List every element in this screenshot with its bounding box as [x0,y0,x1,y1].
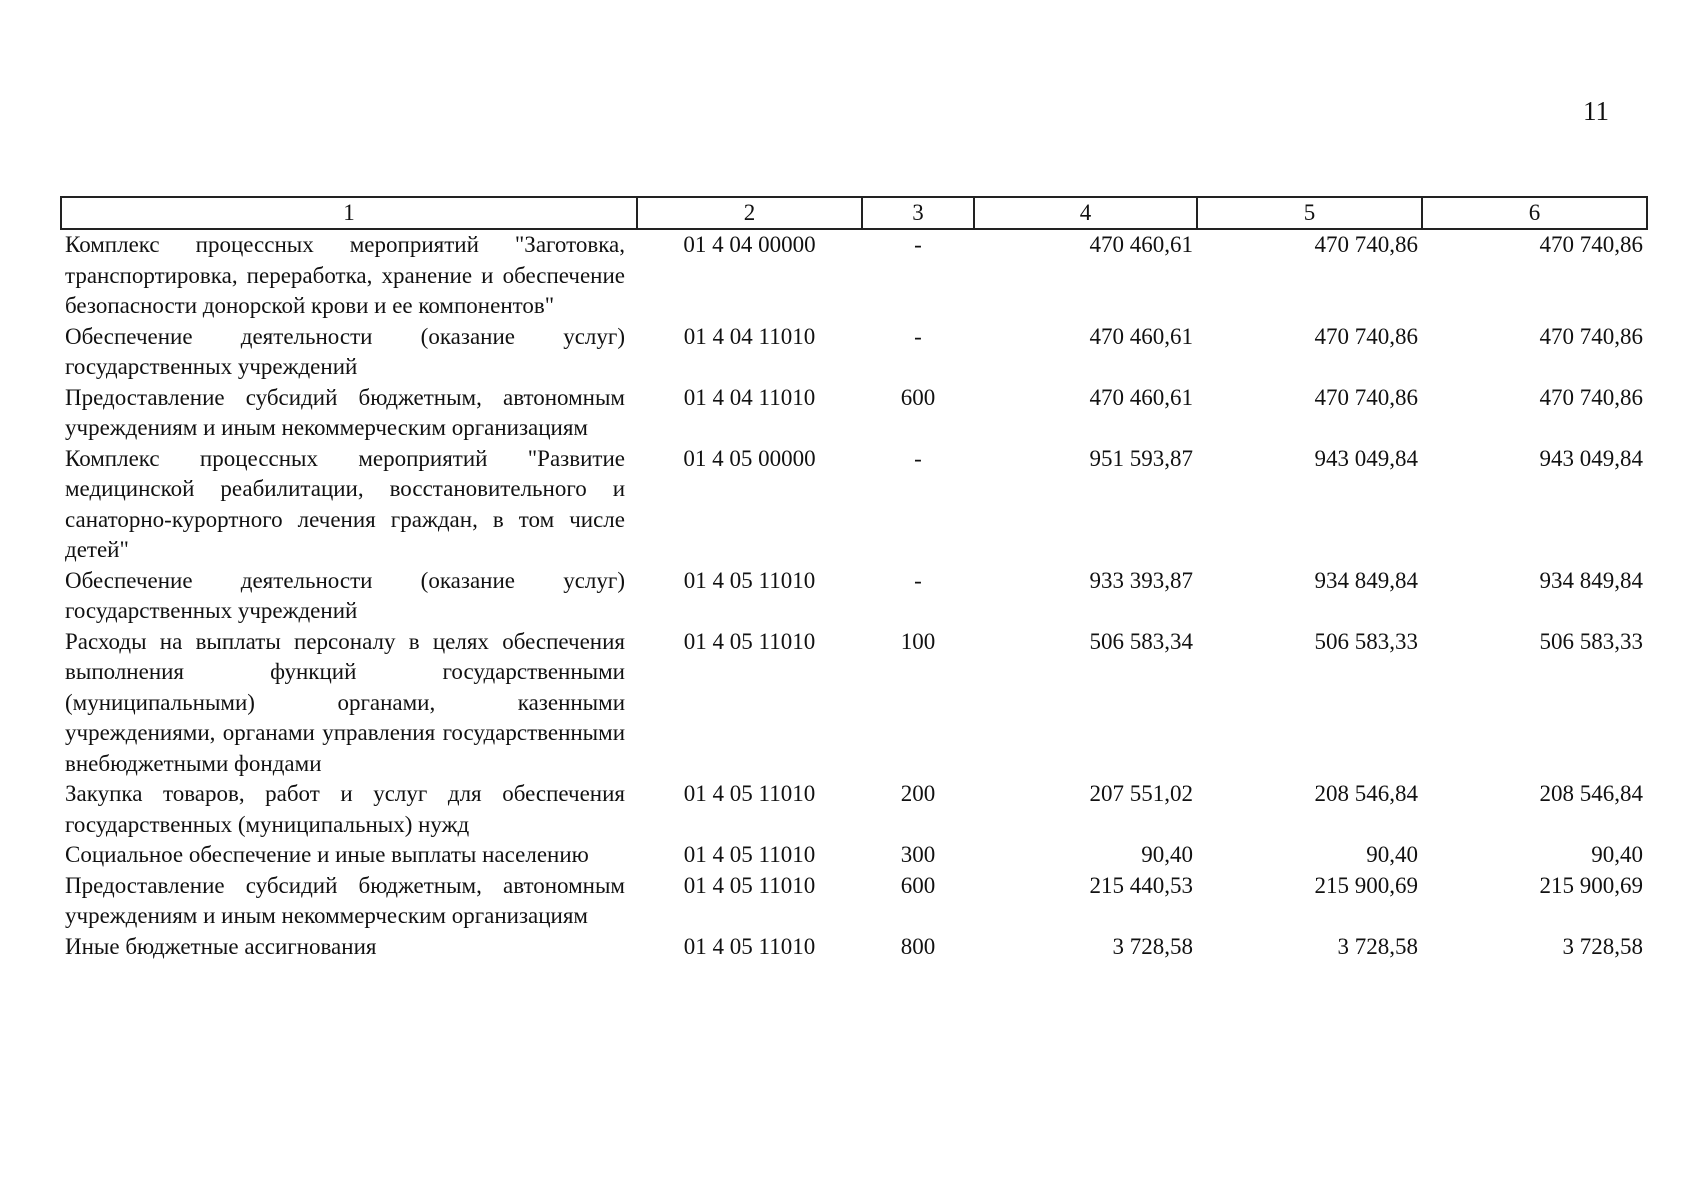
table-row [61,779,1647,840]
row-expense-type: 600 [900,384,936,410]
row-code: 01 4 05 11010 [683,781,816,806]
row-value-col4: 215 440,53 [1089,872,1193,898]
row-value-col5: 506 583,33 [1314,628,1418,654]
row-code: 01 4 04 11010 [683,323,816,349]
row-name: Иные бюджетные ассигнования [65,933,377,959]
table-header [61,197,1647,229]
table-row [61,871,1647,932]
row-name: Комплекс процессных мероприятий "Развитие медицинской реабилитации, восстановительного и санаторно-курортного лечения граждан, в том числе детей" [65,445,625,562]
row-expense-type: 200 [900,781,936,806]
header-row [61,197,1647,229]
row-name: Закупка товаров, работ и услуг для обеспечения государственных (муниципальных) нужд [65,781,625,837]
row-value-col6: 90,40 [1591,842,1643,867]
table-row [61,932,1647,963]
table-row [61,383,1647,444]
row-code: 01 4 04 00000 [683,232,816,257]
column-header-3: 3 [862,197,974,229]
row-value-col4: 207 551,02 [1089,781,1193,806]
row-value-col5: 943 049,84 [1314,445,1418,471]
row-value-col6: 943 049,84 [1539,445,1643,471]
row-expense-type: - [914,232,922,257]
row-name: Расходы на выплаты персоналу в целях обеспечения выполнения функций государственными (муниципальными) органами, казенными учреждениями, органами управления государственными внебюджетными фондами [65,628,625,776]
row-code: 01 4 05 11010 [683,842,816,867]
row-expense-type: 600 [900,872,936,898]
table-row [61,566,1647,627]
row-value-col4: 951 593,87 [1089,445,1193,471]
budget-table [60,196,1648,962]
row-value-col6: 470 740,86 [1539,232,1643,257]
row-code: 01 4 05 11010 [683,933,816,959]
page-number: 11 [1583,96,1609,126]
row-code: 01 4 05 11010 [683,872,816,898]
column-header-5: 5 [1197,197,1422,229]
row-value-col4: 470 460,61 [1089,323,1193,349]
row-expense-type: 300 [900,842,936,867]
row-value-col5: 470 740,86 [1314,384,1418,410]
row-code: 01 4 05 11010 [683,628,816,654]
row-expense-type: - [914,323,922,349]
table-body [61,229,1647,962]
row-name: Обеспечение деятельности (оказание услуг) государственных учреждений [65,567,625,623]
row-value-col5: 470 740,86 [1314,323,1418,349]
column-header-6: 6 [1422,197,1647,229]
row-value-col5: 215 900,69 [1314,872,1418,898]
row-value-col5: 934 849,84 [1314,567,1418,593]
row-name: Предоставление субсидий бюджетным, автономным учреждениям и иным некоммерческим организациям [65,384,625,440]
row-code: 01 4 05 00000 [683,445,816,471]
column-header-2: 2 [637,197,862,229]
table-row [61,840,1647,871]
row-expense-type: 800 [900,933,936,959]
table-row [61,444,1647,566]
row-code: 01 4 05 11010 [683,567,816,593]
row-value-col5: 208 546,84 [1314,781,1418,806]
row-value-col6: 215 900,69 [1539,872,1643,898]
row-value-col6: 208 546,84 [1539,781,1643,806]
row-value-col6: 506 583,33 [1539,628,1643,654]
row-value-col6: 934 849,84 [1539,567,1643,593]
row-value-col6: 3 728,58 [1562,933,1643,959]
row-value-col4: 90,40 [1141,842,1193,867]
row-value-col5: 90,40 [1366,842,1418,867]
column-header-1: 1 [61,197,637,229]
table-row [61,229,1647,322]
row-code: 01 4 04 11010 [683,384,816,410]
row-value-col5: 3 728,58 [1337,933,1418,959]
row-name: Социальное обеспечение и иные выплаты населению [65,842,589,867]
row-value-col6: 470 740,86 [1539,323,1643,349]
row-value-col5: 470 740,86 [1314,232,1418,257]
row-name: Предоставление субсидий бюджетным, автономным учреждениям и иным некоммерческим организациям [65,872,625,928]
row-name: Обеспечение деятельности (оказание услуг) государственных учреждений [65,323,625,379]
row-name: Комплекс процессных мероприятий "Заготовка, транспортировка, переработка, хранение и обеспечение безопасности донорской крови и ее компонентов" [65,232,625,318]
row-value-col4: 933 393,87 [1089,567,1193,593]
row-value-col4: 470 460,61 [1089,384,1193,410]
row-expense-type: 100 [900,628,936,654]
row-value-col4: 3 728,58 [1112,933,1193,959]
row-expense-type: - [914,567,922,593]
table-row [61,627,1647,780]
row-value-col6: 470 740,86 [1539,384,1643,410]
row-value-col4: 470 460,61 [1089,232,1193,257]
table-row [61,322,1647,383]
row-value-col4: 506 583,34 [1089,628,1193,654]
row-expense-type: - [914,445,922,471]
column-header-4: 4 [974,197,1197,229]
